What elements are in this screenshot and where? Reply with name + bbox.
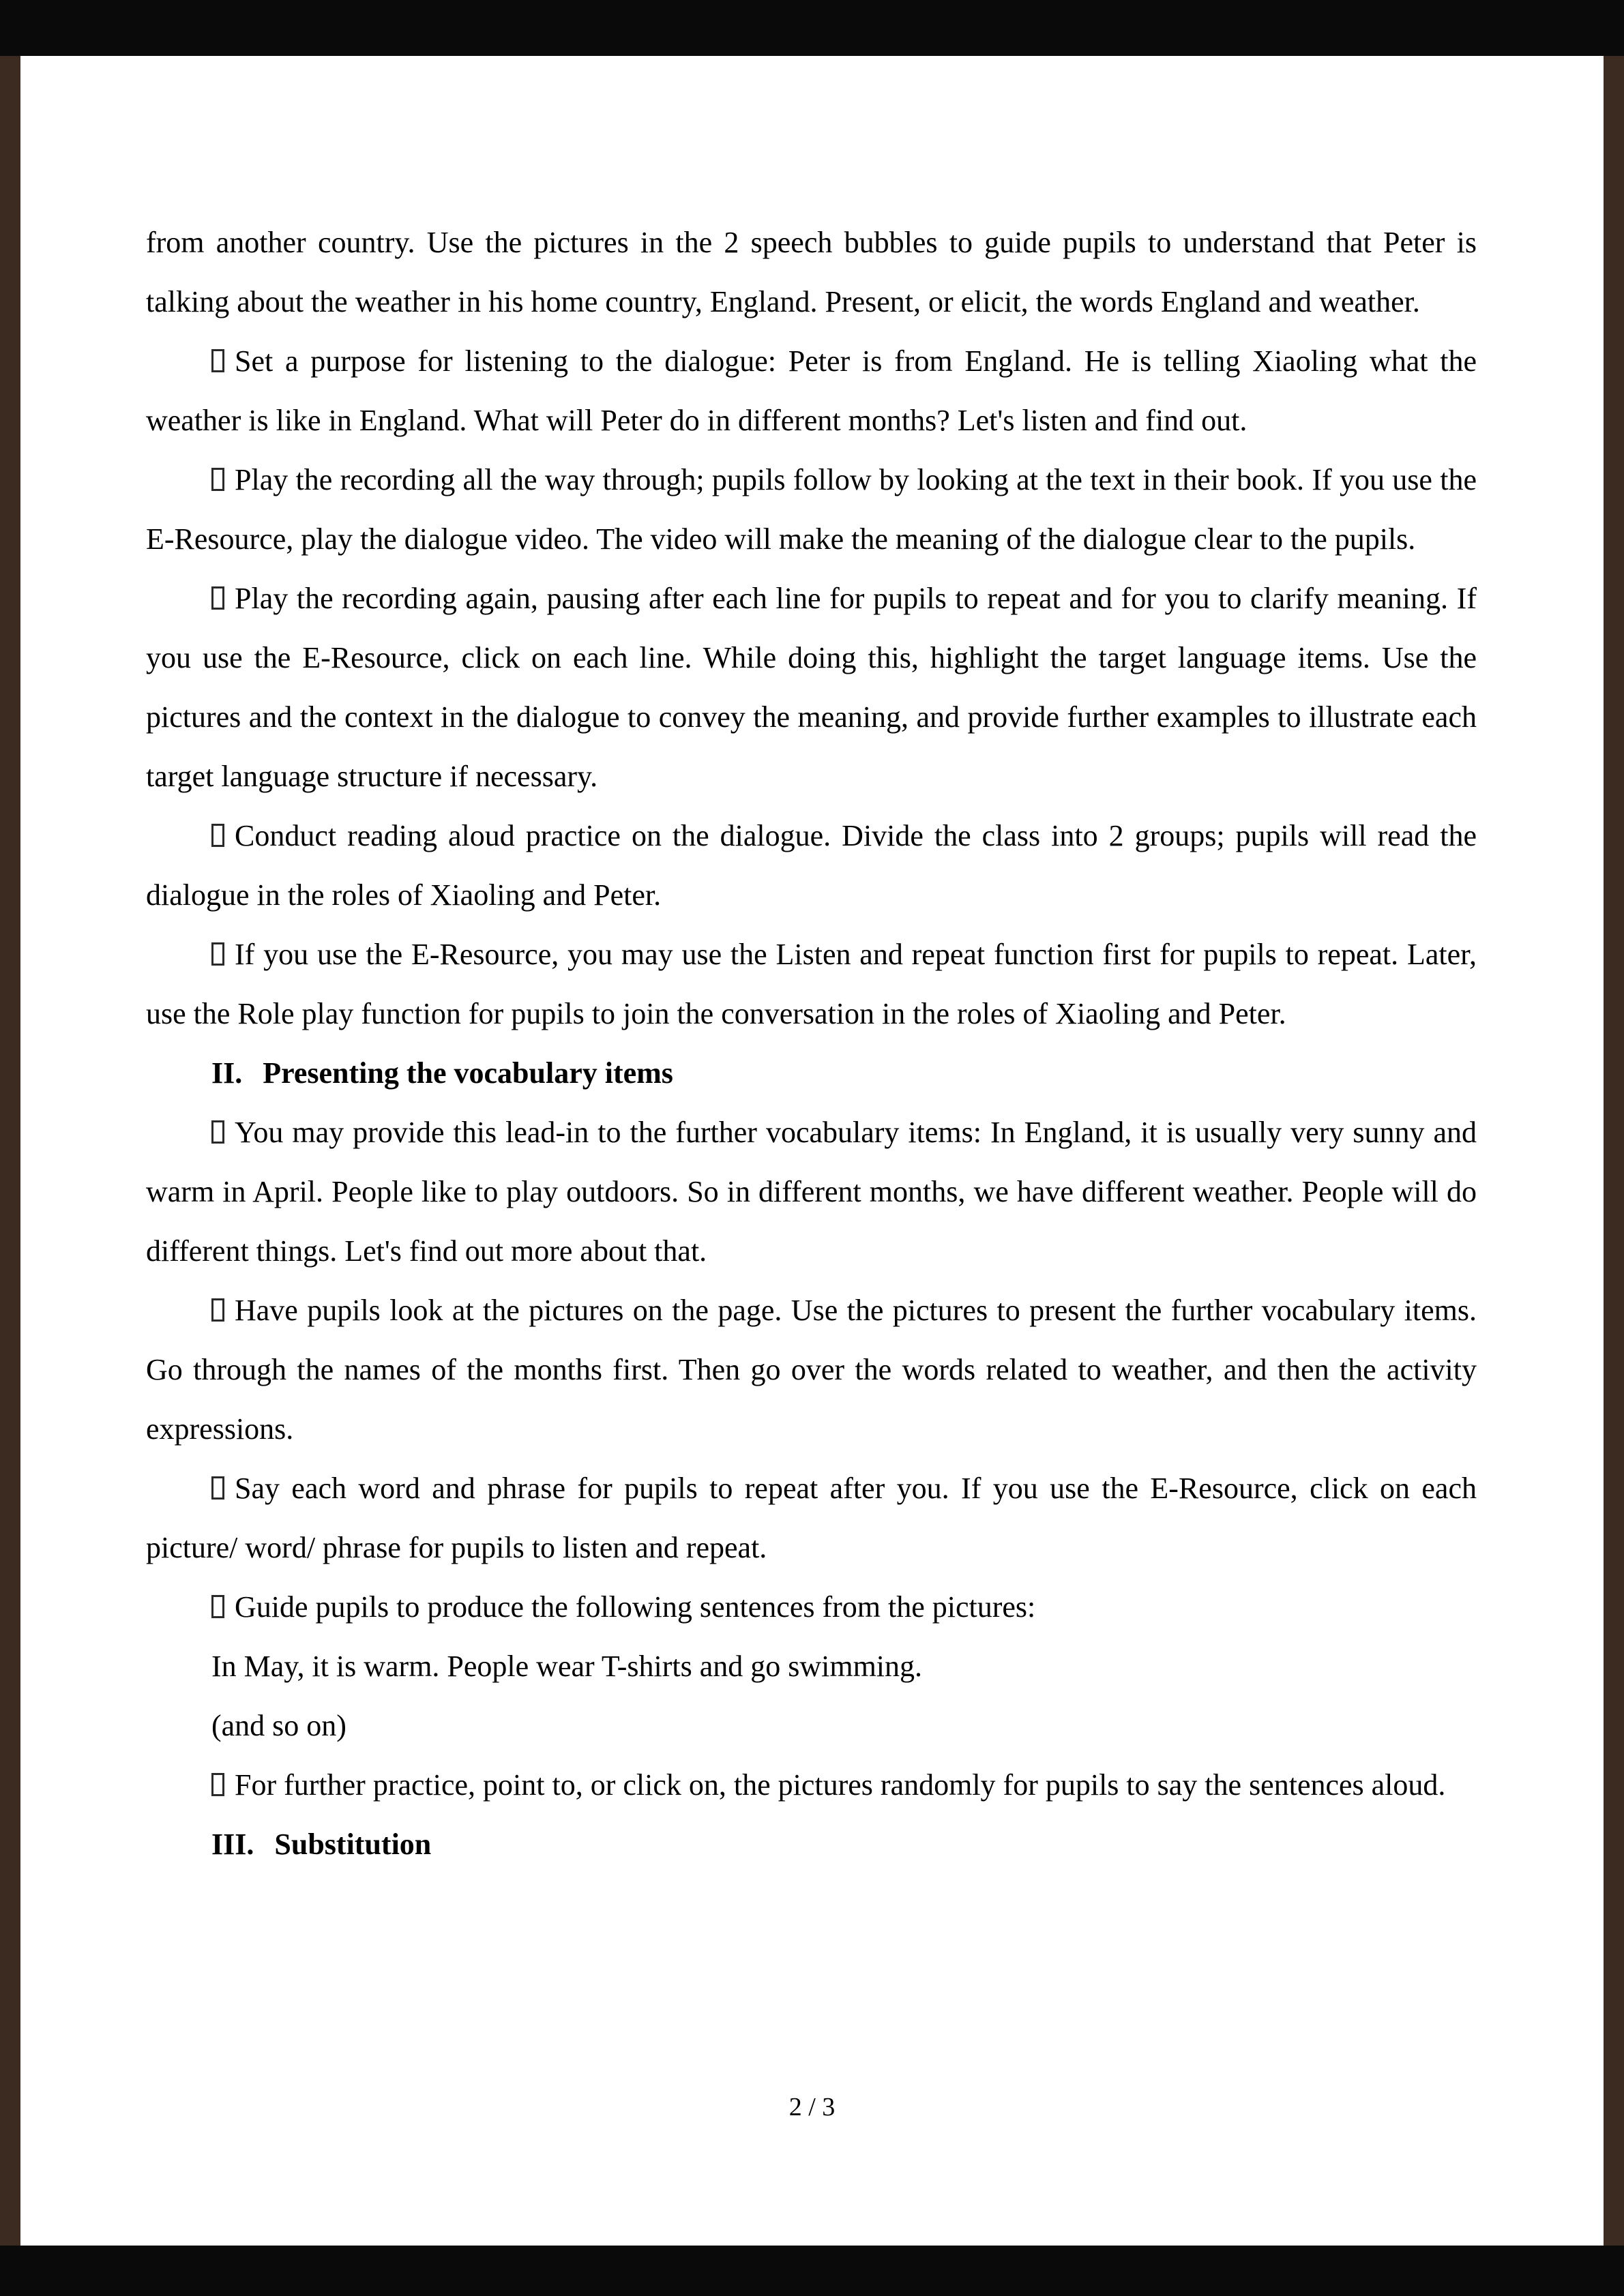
heading-number: II.	[211, 1056, 243, 1090]
paragraph-text: For further practice, point to, or click on, the pictures randomly for pupils to say the sentences aloud.	[235, 1768, 1446, 1802]
paragraph-text: from another country. Use the pictures in the 2 speech bubbles to guide pupils to understand that Peter is talking about the weather in his home country, England. Present, or elicit, the words England and weather.	[146, 226, 1477, 318]
paragraph-text: If you use the E-Resource, you may use the Listen and repeat function first for pupils to repeat. Later, use the Role play function for pupils to join the conversation in the roles of Xiaoling and Peter.	[146, 938, 1477, 1030]
paragraph-text: Say each word and phrase for pupils to repeat after you. If you use the E-Resource, click on each picture/ word/ phrase for pupils to listen and repeat.	[146, 1472, 1477, 1564]
missing-glyph-bullet	[211, 1476, 224, 1500]
heading-number: III.	[211, 1828, 254, 1861]
heading-label: Presenting the vocabulary items	[263, 1056, 673, 1090]
heading-label: Substitution	[274, 1828, 432, 1861]
missing-glyph-bullet	[211, 349, 224, 372]
bullet-paragraph	[146, 1103, 1477, 1281]
bullet-paragraph	[146, 925, 1477, 1043]
missing-glyph-bullet	[211, 1773, 224, 1796]
left-page-border	[0, 0, 20, 2296]
example-sentence	[146, 1637, 1477, 1696]
bullet-paragraph	[146, 1755, 1477, 1815]
paragraph-continuation	[146, 213, 1477, 331]
bullet-paragraph	[146, 1577, 1477, 1637]
example-note	[146, 1696, 1477, 1755]
paragraph-text: (and so on)	[211, 1709, 346, 1742]
missing-glyph-bullet	[211, 942, 224, 966]
page-number	[0, 2090, 1624, 2124]
top-black-bar	[0, 0, 1624, 56]
paragraph-text: You may provide this lead-in to the further vocabulary items: In England, it is usually very sunny and warm in April. People like to play outdoors. So in different months, we have different weather. People will do different things. Let's find out more about that.	[146, 1116, 1477, 1268]
bullet-paragraph	[146, 569, 1477, 806]
bottom-black-bar	[0, 2246, 1624, 2296]
paragraph-text: Have pupils look at the pictures on the page. Use the pictures to present the further vocabulary items. Go through the names of the months first. Then go over the words related to weather, and then the activity expressions.	[146, 1294, 1477, 1446]
missing-glyph-bullet	[211, 1298, 224, 1322]
paragraph-text: Play the recording all the way through; pupils follow by looking at the text in their book. If you use the E-Resource, play the dialogue video. The video will make the meaning of the dialogue clear to the pupils.	[146, 463, 1477, 556]
missing-glyph-bullet	[211, 824, 224, 847]
bullet-paragraph	[146, 1459, 1477, 1577]
paragraph-text: Play the recording again, pausing after each line for pupils to repeat and for you to clarify meaning. If you use the E-Resource, click on each line. While doing this, highlight the target language items. Use the pictures and the context in the dialogue to convey the meaning, and provide further examples to illustrate each target language structure if necessary.	[146, 582, 1477, 793]
bullet-paragraph	[146, 450, 1477, 569]
bullet-paragraph	[146, 1281, 1477, 1459]
bullet-paragraph	[146, 806, 1477, 925]
missing-glyph-bullet	[211, 468, 224, 491]
paragraph-text: In May, it is warm. People wear T-shirts and go swimming.	[211, 1650, 923, 1683]
paragraph-text: Conduct reading aloud practice on the dialogue. Divide the class into 2 groups; pupils will read the dialogue in the roles of Xiaoling and Peter.	[146, 819, 1477, 912]
section-heading-iii	[146, 1815, 1477, 1874]
right-page-border	[1604, 0, 1624, 2296]
missing-glyph-bullet	[211, 1120, 224, 1144]
bullet-paragraph	[146, 331, 1477, 450]
paragraph-text: Set a purpose for listening to the dialogue: Peter is from England. He is telling Xiaoling what the weather is like in England. What will Peter do in different months? Let's listen and find out.	[146, 344, 1477, 437]
missing-glyph-bullet	[211, 586, 224, 610]
page-number-text: 2 / 3	[788, 2093, 836, 2121]
section-heading-ii	[146, 1043, 1477, 1103]
missing-glyph-bullet	[211, 1595, 224, 1618]
paragraph-text: Guide pupils to produce the following sentences from the pictures:	[235, 1590, 1036, 1624]
page-content	[20, 0, 1604, 2296]
